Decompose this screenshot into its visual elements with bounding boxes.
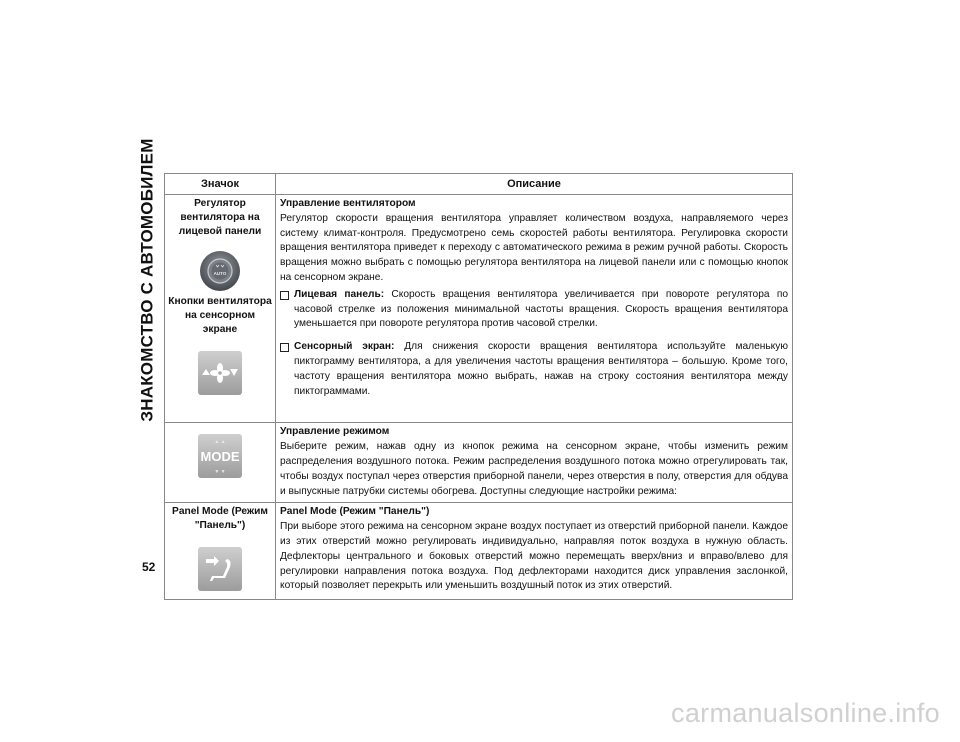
svg-text:▲ ▲: ▲ ▲ — [214, 439, 226, 446]
mode-icon-cell — [165, 423, 276, 503]
watermark-text: carmanualsonline.info — [671, 698, 940, 728]
panel-mode-title: Panel Mode (Режим "Панель") — [280, 506, 430, 518]
climate-controls-table — [164, 173, 793, 600]
mode-control-title: Управление режимом — [280, 426, 390, 438]
checkbox-square-icon — [280, 291, 289, 300]
fan-control-title: Управление вентилятором — [280, 198, 416, 209]
header-description: Описание — [276, 174, 793, 195]
fan-knob-label: Регулятор вентилятора на лицевой панели — [178, 198, 262, 237]
header-icon: Значок — [165, 174, 276, 195]
fan-knob-icon — [167, 251, 273, 291]
section-side-title-text: ЗНАКОМСТВО С АВТОМОБИЛЕМ — [138, 138, 157, 422]
fan-icon-cell — [165, 195, 276, 423]
panel-mode-text: При выборе этого режима на сенсорном экране воздух поступает из отверстий приборной панели. Каждое из этих отверстий можно регулировать индивидуально, направляя поток воздуха в нужную область. Дефлекторы центрального и боковых отверстий можно перемещать вверх/вниз и вправо/влево для регулировки направления потока воздуха. Под дефлекторами находится диск управления заслонкой, который позволяет перекрыть или уменьшить воздушный поток из этих отверстий. — [280, 521, 788, 592]
table-row-fan — [165, 195, 793, 423]
mode-button-icon — [167, 434, 273, 478]
fan-description-cell — [276, 195, 793, 423]
bullet-touchscreen — [280, 340, 788, 399]
panel-mode-icon-cell — [165, 503, 276, 600]
mode-control-text: Выберите режим, нажав одну из кнопок режима на сенсорном экране, чтобы изменить режим распределения воздушного потока. Режим распределения воздушного потока можно отрегулировать так, чтобы воздух поступал через отверстия приборной панели, через отверстия в полу, отверстия для обдува и выпускные патрубки системы обогрева. Доступны следующие настройки режима: — [280, 441, 788, 497]
bullet-touchscreen-label: Сенсорный экран: — [294, 341, 395, 353]
mode-text: MODE — [200, 449, 240, 465]
fan-buttons-label: Кнопки вентилятора на сенсорном экране — [168, 296, 272, 335]
bullet-touchscreen-text: Для снижения скорости вращения вентилятора используйте маленькую пиктограмму вентилятора, а для увеличения частоты вращения вентилятора – большую. Кроме того, частоту вращения вентилятора можно выбрать, нажав на строку состояния вентилятора между пиктограммами. — [294, 341, 788, 397]
bullet-front-panel-label: Лицевая панель: — [294, 288, 385, 300]
section-side-title — [136, 138, 160, 422]
checkbox-square-icon — [280, 343, 289, 352]
panel-mode-description-cell — [276, 503, 793, 600]
fan-speed-buttons-icon — [167, 351, 273, 395]
table-row-mode — [165, 423, 793, 503]
table-row-panel-mode — [165, 503, 793, 600]
bullet-front-panel-text: Скорость вращения вентилятора увеличивается при повороте регулятора по часовой стрелке из положения минимальной частоты вращения. Скорость вращения вентилятора уменьшается при повороте регулятора против часовой стрелки. — [294, 288, 788, 330]
panel-mode-label: Panel Mode (Режим "Панель") — [172, 506, 268, 532]
mode-description-cell — [276, 423, 793, 503]
knob-auto-text: AUTO — [213, 271, 227, 276]
table-header-row — [165, 174, 793, 195]
page-number: 52 — [142, 560, 156, 574]
bullet-front-panel — [280, 288, 788, 332]
svg-text:▼ ▼: ▼ ▼ — [214, 469, 226, 476]
fan-control-text: Регулятор скорости вращения вентилятора управляет количеством воздуха, направляемого через систему климат-контроля. Предусмотрено семь скоростей работы вентилятора. Регулировка скорости вращения вентилятора приведет к переходу с автоматического режима в режим ручной работы. Скорость вращения можно выбрать с помощью регулятора вентилятора на лицевой панели или с помощью кнопок на сенсорном экране. — [280, 212, 788, 283]
panel-mode-seat-icon — [167, 547, 273, 591]
